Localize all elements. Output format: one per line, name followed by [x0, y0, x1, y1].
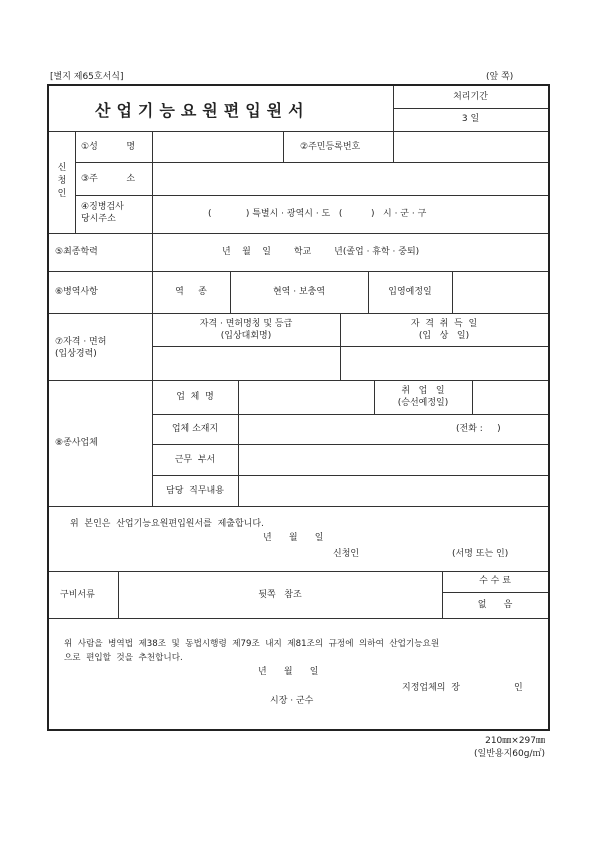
applicant-group-label: 신청인 — [57, 163, 67, 199]
documents-label: 구비서류 — [60, 590, 95, 600]
rrn-label: ②주민등록번호 — [300, 142, 361, 152]
duty-field[interactable] — [239, 476, 547, 505]
company-name-field[interactable] — [239, 381, 373, 413]
form-number: [별지 제65호서식] — [50, 72, 124, 82]
rrn-field[interactable] — [394, 132, 547, 161]
form-title: 산업기능요원편입원서 — [95, 101, 310, 120]
license-label: ⑦자격 · 면허 (입상경력) — [55, 337, 107, 359]
processing-period-value: 3 일 — [461, 114, 480, 124]
recommendation-date[interactable]: 년 월 일 — [258, 667, 319, 677]
license-date-field[interactable] — [341, 347, 547, 379]
service-type-value[interactable]: 현역 · 보충역 — [272, 287, 326, 297]
fee-label: 수 수 료 — [479, 576, 511, 586]
draft-address-label: ④징병검사 당시주소 — [81, 202, 124, 224]
fee-value: 없 음 — [477, 600, 513, 610]
address-label: ③주 소 — [81, 174, 136, 184]
license-name-label: 자격 · 면허명칭 및 등급 (입상대회명) — [199, 319, 293, 341]
license-name-field[interactable] — [153, 347, 339, 379]
processing-period-label: 처리기간 — [453, 92, 488, 102]
name-label: ①성 명 — [81, 142, 136, 152]
paper-size: 210㎜×297㎜ — [485, 736, 545, 746]
mayor-label: 시장 · 군수 — [270, 696, 314, 706]
hire-date-field[interactable] — [473, 381, 547, 413]
declaration-date[interactable]: 년 월 일 — [263, 533, 324, 543]
company-label: ⑧종사업체 — [55, 438, 98, 448]
duty-label: 담당 직무내용 — [166, 486, 224, 496]
company-name-label: 업 체 명 — [176, 392, 214, 402]
hire-date-label: 취 업 일 (승선예정일) — [397, 386, 449, 408]
paper-type: (일반용지60g/㎡) — [474, 749, 545, 759]
declaration-applicant: 신청인 — [333, 549, 360, 559]
documents-value: 뒷쪽 참조 — [258, 590, 302, 600]
recommendation-text-cont: 으로 편입할 것을 추천합니다. — [64, 653, 183, 663]
education-field[interactable]: 년 월 일 학교 년(졸업 · 휴학 · 중퇴) — [222, 247, 420, 257]
military-label: ⑥병역사항 — [55, 287, 98, 297]
page-side: (앞 쪽) — [486, 72, 514, 82]
draft-address-value[interactable]: ( ) 특별시 · 광역시 · 도 ( ) 시 · 군 · 구 — [208, 209, 427, 219]
seal-mark[interactable]: 인 — [514, 683, 523, 693]
designated-company-chief: 지정업체의 장 — [402, 683, 460, 693]
company-address-label: 업체 소재지 — [171, 424, 219, 434]
service-type-label: 역 종 — [175, 287, 207, 297]
license-date-label: 자 격 취 득 일 (입 상 일) — [410, 319, 478, 341]
department-field[interactable] — [239, 445, 547, 474]
name-field[interactable] — [153, 132, 282, 161]
declaration-signature[interactable]: (서명 또는 인) — [452, 549, 509, 559]
declaration-text: 위 본인은 산업기능요원편입원서를 제출합니다. — [70, 519, 264, 529]
enlist-date-field[interactable] — [453, 272, 547, 312]
enlist-date-label: 입영예정일 — [388, 287, 432, 297]
address-field[interactable] — [153, 163, 547, 194]
education-label: ⑤최종학력 — [55, 247, 98, 257]
recommendation-text: 위 사람을 병역법 제38조 및 동법시행령 제79조 내지 제81조의 규정에 의하여 산업기능요원 — [64, 639, 440, 649]
department-label: 근무 부서 — [174, 455, 216, 465]
company-phone[interactable]: (전화 : ) — [456, 424, 501, 434]
